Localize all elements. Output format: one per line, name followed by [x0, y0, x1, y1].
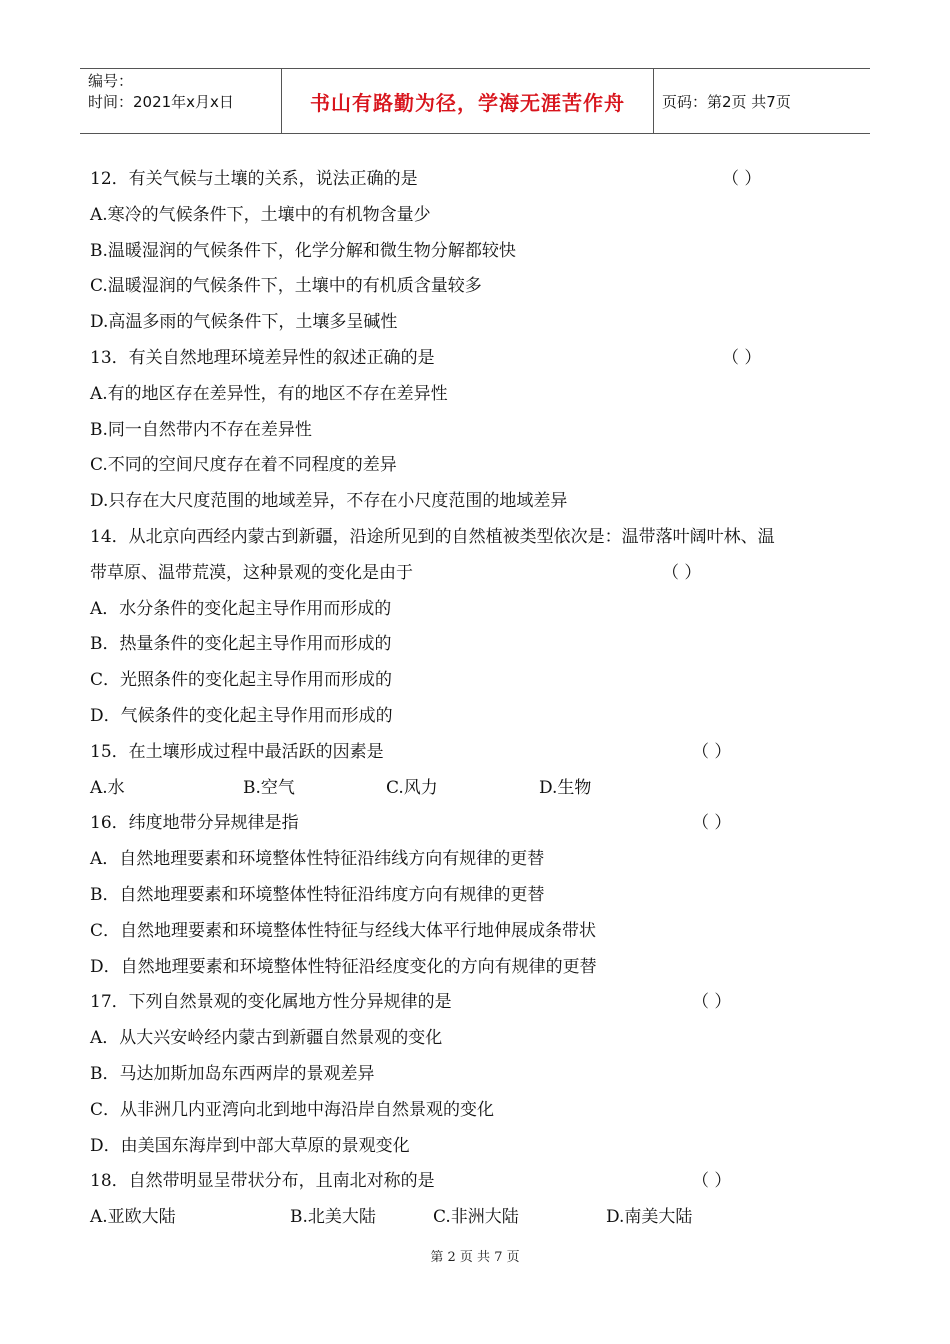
answer-bracket: （ ）: [722, 169, 762, 189]
question-16-stem: [90, 806, 865, 842]
question-12-option-a: A.寒冷的气候条件下，土壤中的有机物含量少: [90, 204, 431, 225]
question-15-option-c: C.风力: [386, 777, 438, 798]
header-meta: [80, 69, 282, 133]
question-13-option-a: A.有的地区存在差异性，有的地区不存在差异性: [90, 383, 448, 404]
question-12-option-d: D.高温多雨的气候条件下，土壤多呈碱性: [90, 312, 398, 333]
question-13-option-c: C.不同的空间尺度存在着不同程度的差异: [90, 455, 397, 476]
question-17-option-b: B．马达加斯加岛东西两岸的景观差异: [90, 1063, 375, 1084]
question-14-stem-line2: [90, 556, 865, 592]
question-14-option-a: A．水分条件的变化起主导作用而形成的: [90, 598, 392, 619]
question-15-option-b: B.空气: [243, 777, 295, 798]
question-text: 16．纬度地带分异规律是指: [90, 813, 299, 834]
page-footer: 第 2 页 共 7 页: [430, 1250, 520, 1265]
answer-bracket: （ ）: [662, 562, 702, 583]
question-list: [90, 162, 865, 1236]
question-15-option-a: A.水: [90, 777, 125, 798]
page-header: [80, 68, 870, 134]
question-12-option-c: C.温暖湿润的气候条件下，土壤中的有机质含量较多: [90, 276, 482, 297]
question-16-option-d: D．自然地理要素和环境整体性特征沿经度变化的方向有规律的更替: [90, 956, 597, 977]
answer-bracket: （ ）: [692, 992, 732, 1013]
question-text: 13．有关自然地理环境差异性的叙述正确的是: [90, 347, 435, 368]
question-17-option-a: A．从大兴安岭经内蒙古到新疆自然景观的变化: [90, 1028, 443, 1049]
question-14-option-b: B．热量条件的变化起主导作用而形成的: [90, 634, 392, 655]
question-16-option-a: A．自然地理要素和环境整体性特征沿纬线方向有规律的更替: [90, 849, 545, 870]
question-12-option-b: B.温暖湿润的气候条件下，化学分解和微生物分解都较快: [90, 240, 516, 261]
answer-bracket: （ ）: [722, 347, 762, 368]
question-17-stem: [90, 985, 865, 1021]
answer-bracket: （ ）: [692, 1171, 732, 1192]
answer-bracket: （ ）: [692, 813, 732, 834]
document-number: 编号：: [88, 72, 134, 90]
question-18-option-c: C.非洲大陆: [433, 1207, 519, 1228]
question-14-stem-line1: 14．从北京向西经内蒙古到新疆，沿途所见到的自然植被类型依次是：温带落叶阔叶林、温: [90, 526, 775, 547]
question-18-option-a: A.亚欧大陆: [90, 1207, 176, 1228]
answer-bracket: （ ）: [692, 741, 732, 762]
question-text: 15．在土壤形成过程中最活跃的因素是: [90, 741, 384, 762]
question-18-option-b: B.北美大陆: [290, 1207, 376, 1228]
question-text: 18．自然带明显呈带状分布，且南北对称的是: [90, 1171, 435, 1192]
question-12-stem: [90, 162, 865, 198]
question-14-option-d: D．气候条件的变化起主导作用而形成的: [90, 705, 393, 726]
question-18-stem: [90, 1164, 865, 1200]
question-14-option-c: C．光照条件的变化起主导作用而形成的: [90, 670, 393, 691]
question-text: 带草原、温带荒漠，这种景观的变化是由于: [90, 562, 413, 583]
question-16-option-c: C．自然地理要素和环境整体性特征与经线大体平行地伸展成条带状: [90, 920, 597, 941]
question-13-option-b: B.同一自然带内不存在差异性: [90, 419, 312, 440]
question-15-option-d: D.生物: [539, 777, 592, 798]
question-text: 17．下列自然景观的变化属地方性分异规律的是: [90, 992, 452, 1013]
question-18-option-d: D.南美大陆: [606, 1207, 693, 1228]
header-motto: 书山有路勤为径，学海无涯苦作舟: [282, 69, 654, 133]
question-18-options: [90, 1200, 865, 1236]
header-page-info: 页码：第2页 共7页: [662, 92, 791, 111]
question-16-option-b: B．自然地理要素和环境整体性特征沿纬度方向有规律的更替: [90, 884, 545, 905]
question-15-options: [90, 771, 865, 807]
question-17-option-c: C．从非洲几内亚湾向北到地中海沿岸自然景观的变化: [90, 1099, 495, 1120]
question-15-stem: [90, 735, 865, 771]
question-text: 12．有关气候与土壤的关系，说法正确的是: [90, 169, 418, 189]
question-13-stem: [90, 341, 865, 377]
question-17-option-d: D．由美国东海岸到中部大草原的景观变化: [90, 1135, 410, 1156]
question-13-option-d: D.只存在大尺度范围的地域差异，不存在小尺度范围的地域差异: [90, 491, 568, 512]
document-date: 时间：2021年x月x日: [88, 93, 234, 111]
